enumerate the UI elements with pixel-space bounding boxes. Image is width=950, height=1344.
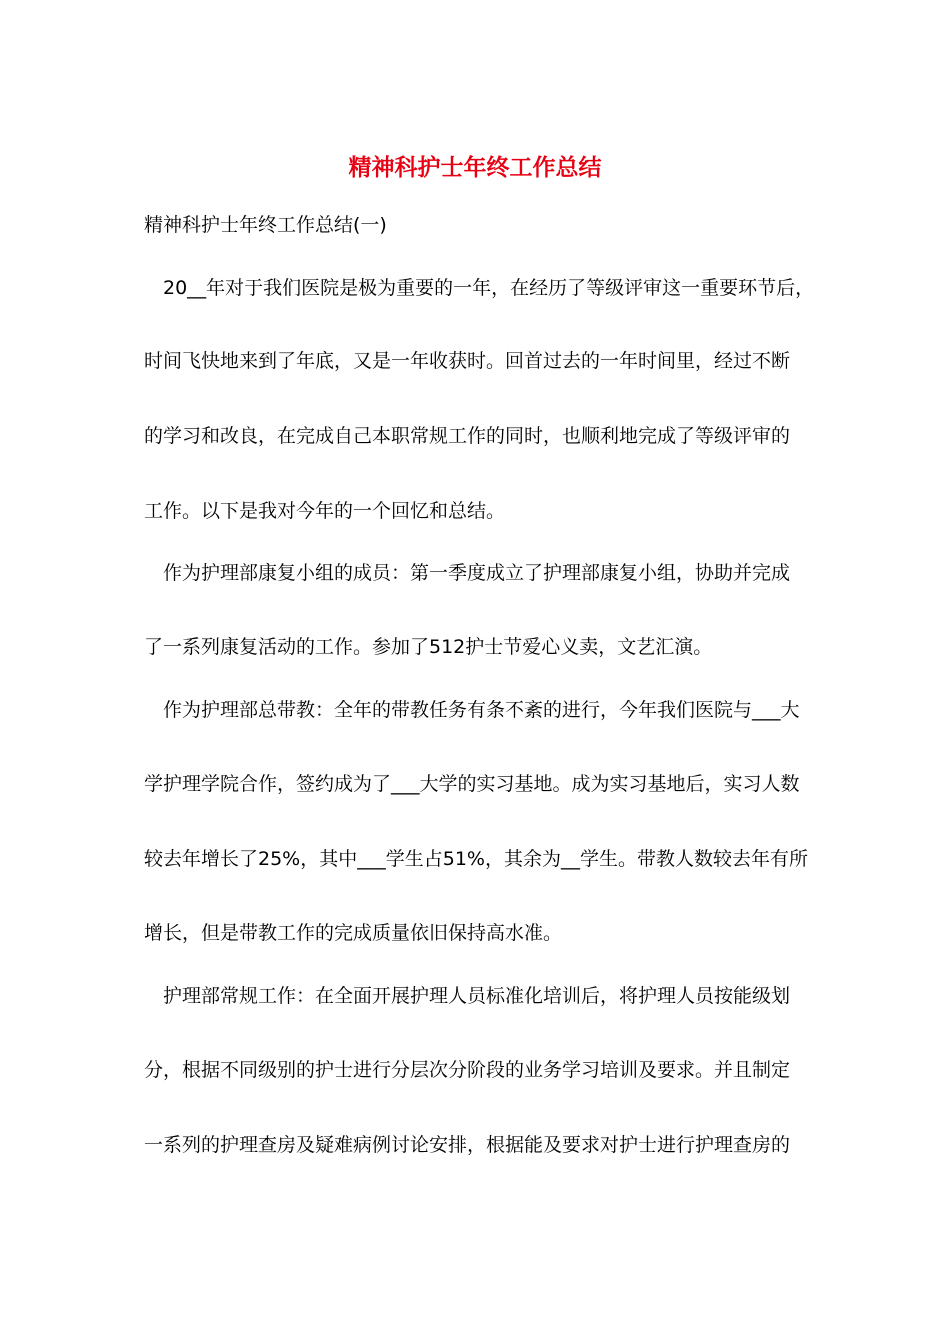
paragraph-line: 作为护理部康复小组的成员：第一季度成立了护理部康复小组，协助并完成 [163,562,791,584]
paragraph-line: 了一系列康复活动的工作。参加了512护士节爱心义卖，文艺汇演。 [144,636,713,658]
paragraph-line: 分，根据不同级别的护士进行分层次分阶段的业务学习培训及要求。并且制定 [144,1059,791,1081]
paragraph-line: 一系列的护理查房及疑难病例讨论安排，根据能及要求对护士进行护理查房的 [144,1134,791,1156]
document-title: 精神科护士年终工作总结 [348,155,602,181]
paragraph-line: 时间飞快地来到了年底，又是一年收获时。回首过去的一年时间里，经过不断 [144,350,791,372]
paragraph-line: 护理部常规工作：在全面开展护理人员标准化培训后，将护理人员按能级划 [163,985,791,1007]
document-subtitle: 精神科护士年终工作总结(一) [144,214,387,236]
paragraph-line: 增长，但是带教工作的完成质量依旧保持高水准。 [144,922,563,944]
paragraph-line: 作为护理部总带教：全年的带教任务有条不紊的进行，今年我们医院与___大 [163,699,800,721]
paragraph-line: 的学习和改良，在完成自己本职常规工作的同时，也顺利地完成了等级评审的 [144,425,791,447]
paragraph-line: 工作。以下是我对今年的一个回忆和总结。 [144,500,506,522]
paragraph-line: 较去年增长了25%，其中___学生占51%，其余为__学生。带教人数较去年有所 [144,848,808,870]
paragraph-line: 20__年对于我们医院是极为重要的一年，在经历了等级评审这一重要环节后， [163,277,815,299]
paragraph-line: 学护理学院合作，签约成为了___大学的实习基地。成为实习基地后，实习人数 [144,773,800,795]
